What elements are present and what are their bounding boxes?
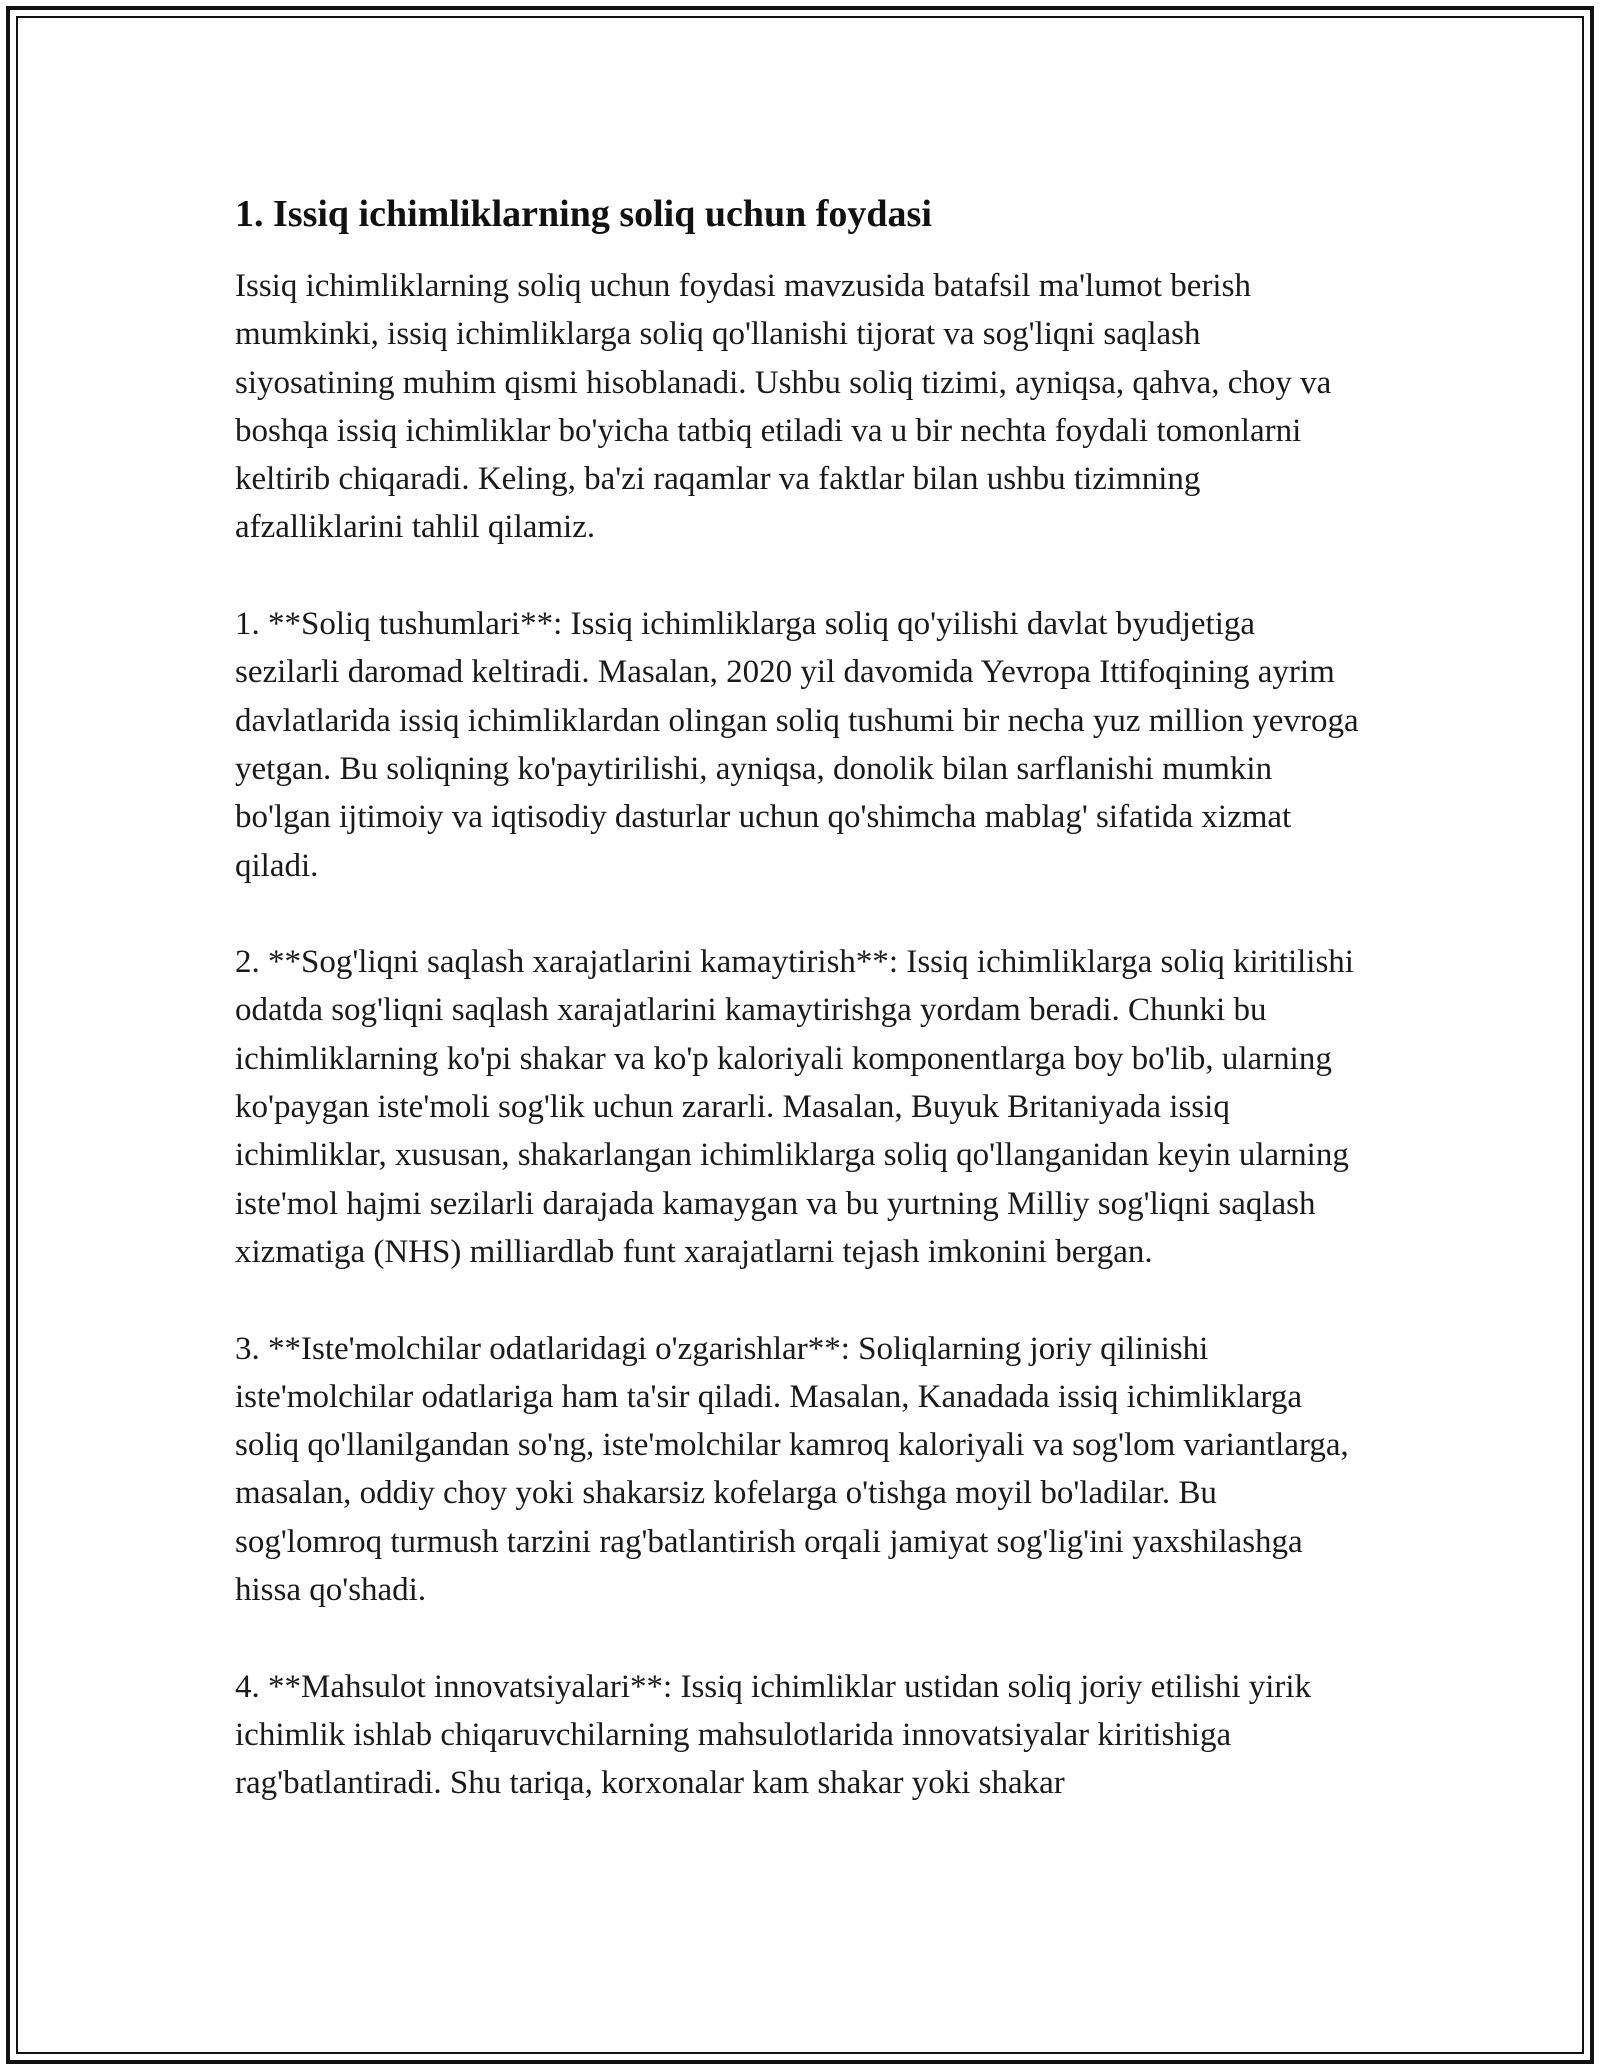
paragraph-health-costs: 2. **Sog'liqni saqlash xarajatlarini kamaytirish**: Issiq ichimliklarga soliq kiritilishi odatda sog'liqni saqlash xarajatlarini kamaytirishga yordam beradi. Chunki bu ichimliklarning ko'pi shakar va ko'p kaloriyali komponentlarga boy bo'lib, ularning ko'paygan iste'moli sog'lik uchun zararli. Masalan, Buyuk Britaniyada issiq ichimliklar, xususan, shakarlangan ichimliklarga soliq qo'llanganidan keyin ularning iste'mol hajmi sezilarli darajada kamaygan va bu yurtning Milliy sog'liqni saqlash xizmatiga (NHS) milliardlab funt xarajatlarni tejash imkonini bergan.	[235, 944, 1354, 1270]
document-body	[235, 188, 1365, 1808]
paragraph-intro: Issiq ichimliklarning soliq uchun foydasi mavzusida batafsil ma'lumot berish mumkinki, issiq ichimliklarga soliq qo'llanishi tijorat va sog'liqni saqlash siyosatining muhim qismi hisoblanadi. Ushbu soliq tizimi, ayniqsa, qahva, choy va boshqa issiq ichimliklar bo'yicha tatbiq etiladi va u bir nechta foydali tomonlarni keltirib chiqaradi. Keling, ba'zi raqamlar va faktlar bilan ushbu tizimning afzalliklarini tahlil qilamiz.	[235, 268, 1332, 546]
paragraph-consumer-habits: 3. **Iste'molchilar odatlaridagi o'zgarishlar**: Soliqlarning joriy qilinishi iste'molchilar odatlariga ham ta'sir qiladi. Masalan, Kanadada issiq ichimliklarga soliq qo'llanilgandan so'ng, iste'molchilar kamroq kaloriyali va sog'lom variantlarga, masalan, oddiy choy yoki shakarsiz kofelarga o'tishga moyil bo'ladilar. Bu sog'lomroq turmush tarzini rag'batlantirish orqali jamiyat sog'lig'ini yaxshilashga hissa qo'shadi.	[235, 1330, 1349, 1609]
paragraph-tax-revenue: 1. **Soliq tushumlari**: Issiq ichimliklarga soliq qo'yilishi davlat byudjetiga sezilarli daromad keltiradi. Masalan, 2020 yil davomida Yevropa Ittifoqining ayrim davlatlarida issiq ichimliklardan olingan soliq tushumi bir necha yuz million yevroga yetgan. Bu soliqning ko'paytirilishi, ayniqsa, donolik bilan sarflanishi mumkin bo'lgan ijtimoiy va iqtisodiy dasturlar uchun qo'shimcha mablag' sifatida xizmat qiladi.	[235, 606, 1359, 884]
page-title: 1. Issiq ichimliklarning soliq uchun foydasi	[235, 193, 932, 235]
paragraph-product-innovation: 4. **Mahsulot innovatsiyalari**: Issiq ichimliklar ustidan soliq joriy etilishi yirik ichimlik ishlab chiqaruvchilarning mahsulotlarida innovatsiyalar kiritishiga rag'batlantiradi. Shu tariqa, korxonalar kam shakar yoki shakar	[235, 1668, 1312, 1802]
